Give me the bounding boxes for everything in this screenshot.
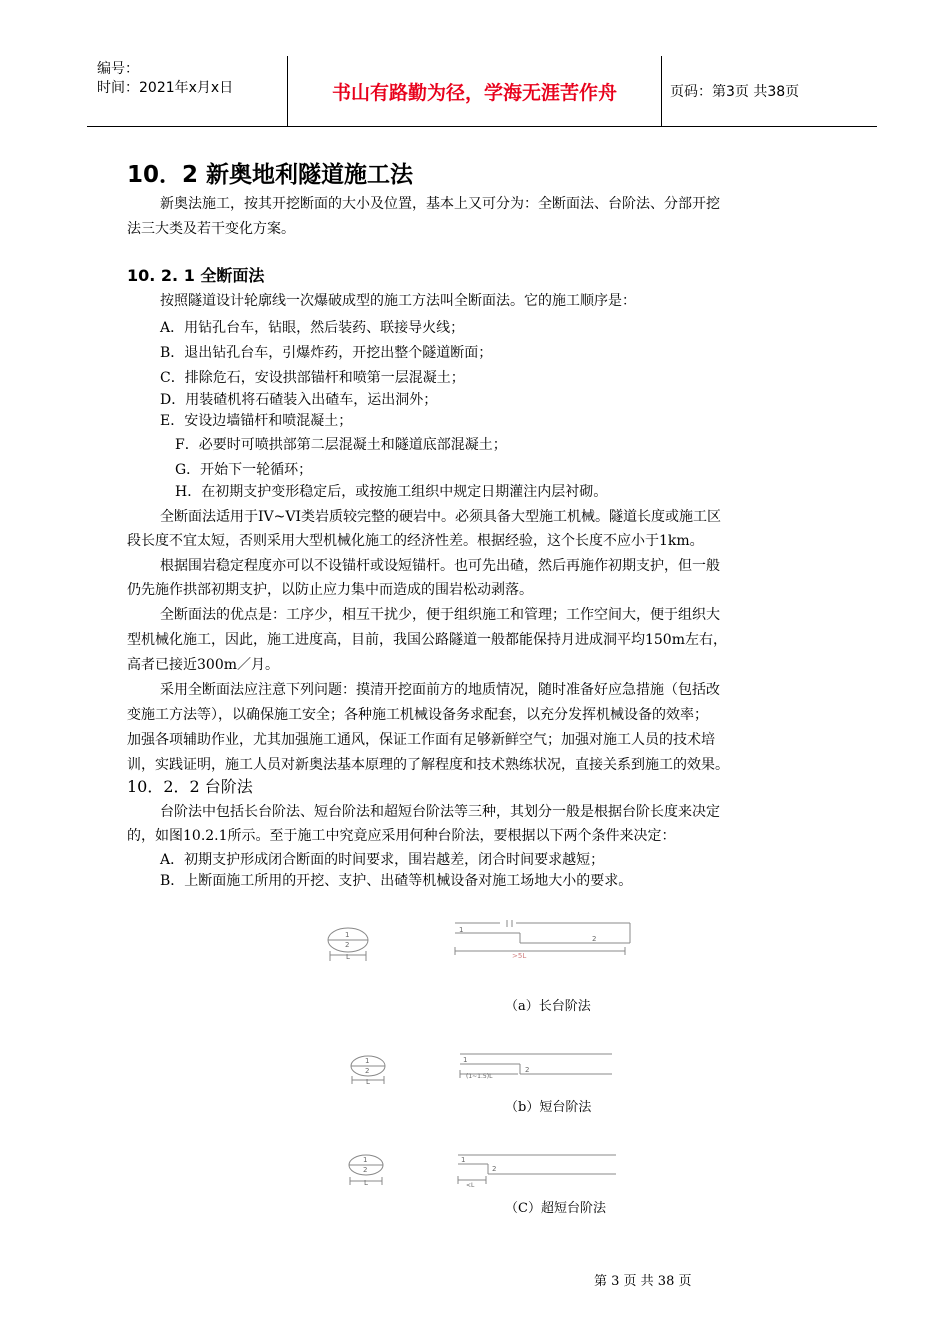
figure-caption: （C）超短台阶法 xyxy=(505,1201,606,1216)
bench-profile xyxy=(455,920,630,955)
fig-label: 1 xyxy=(461,1156,466,1164)
fig-label: L xyxy=(364,1179,368,1187)
fig-label: 1 xyxy=(459,926,464,934)
paragraph-line: 采用全断面法应注意下列问题：摸清开挖面前方的地质情况，随时准备好应急措施（包括改 xyxy=(160,682,720,698)
fig-label: 2 xyxy=(345,941,350,949)
list-item: F．必要时可喷拱部第二层混凝土和隧道底部混凝土； xyxy=(175,437,507,453)
header-time-label: 时间：2021年x月x日 xyxy=(97,80,234,96)
figure-caption: （a）长台阶法 xyxy=(505,999,591,1014)
fig-dimension: <L xyxy=(466,1182,475,1189)
fig-label: L xyxy=(346,953,350,961)
list-item: E．安设边墙锚杆和喷混凝土； xyxy=(160,413,353,429)
list-item: A．初期支护形成闭合断面的时间要求，围岩越差，闭合时间要求越短； xyxy=(160,852,605,868)
list-item: B．退出钻孔台车，引爆炸药，开挖出整个隧道断面； xyxy=(160,345,493,361)
list-item: G．开始下一轮循环； xyxy=(175,462,313,478)
fig-label: 2 xyxy=(363,1166,368,1174)
paragraph-line: 型机械化施工，因此，施工进度高，目前，我国公路隧道一般都能保持月进成洞平均150m左右， xyxy=(127,632,727,648)
paragraph-line: 训，实践证明，施工人员对新奥法基本原理的了解程度和技术熟练状况，直接关系到施工的效果。 xyxy=(127,757,729,773)
figure-long-bench xyxy=(320,915,650,975)
figure-caption: （b）短台阶法 xyxy=(505,1100,592,1115)
subsection-title: 10．2．2 台阶法 xyxy=(127,777,253,796)
header-number-label: 编号： xyxy=(97,61,139,77)
paragraph-line: 变施工方法等），以确保施工安全；各种施工机械设备务求配套，以充分发挥机械设备的效率； xyxy=(127,707,708,723)
fig-dimension: >5L xyxy=(512,952,527,960)
paragraph-line: 新奥法施工，按其开挖断面的大小及位置，基本上又可分为：全断面法、台阶法、分部开挖 xyxy=(160,196,720,212)
paragraph-line: 加强各项辅助作业，尤其加强施工通风，保证工作面有足够新鲜空气；加强对施工人员的技术培 xyxy=(127,732,715,748)
paragraph-line: 法三大类及若干变化方案。 xyxy=(127,221,295,237)
paragraph-line: 高者已接近300m／月。 xyxy=(127,657,279,673)
paragraph-line: 全断面法的优点是：工序少，相互干扰少，便于组织施工和管理；工作空间大，便于组织大 xyxy=(160,607,720,623)
list-item: C．排除危石，安设拱部锚杆和喷第一层混凝土； xyxy=(160,370,465,386)
fig-label: 2 xyxy=(492,1165,497,1173)
paragraph-line: 仍先施作拱部初期支护，以防止应力集中而造成的围岩松动剥落。 xyxy=(127,582,533,598)
paragraph-line: 根据围岩稳定程度亦可以不设锚杆或设短锚杆。也可先出碴，然后再施作初期支护，但一般 xyxy=(160,558,720,574)
fig-label: L xyxy=(366,1078,370,1086)
figure-ultra-short-bench xyxy=(340,1150,630,1190)
header-motto: 书山有路勤为径，学海无涯苦作舟 xyxy=(331,82,617,104)
bench-profile xyxy=(458,1155,616,1184)
fig-label: 1 xyxy=(363,1156,368,1164)
fig-label: 2 xyxy=(592,935,597,943)
section-title: 10．2 新奥地利隧道施工法 xyxy=(127,162,414,188)
fig-label: 1 xyxy=(345,931,350,939)
paragraph-line: 的，如图10.2.1所示。至于施工中究竟应采用何种台阶法，要根据以下两个条件来决定： xyxy=(127,828,676,844)
list-item: A．用钻孔台车，钻眼，然后装药、联接导火线； xyxy=(160,320,465,336)
fig-label: 1 xyxy=(463,1056,468,1064)
header-page-info: 页码：第3页 共38页 xyxy=(670,84,800,100)
header-divider xyxy=(661,56,662,126)
fig-dimension: (1~1.5)L xyxy=(466,1073,493,1080)
paragraph-line: 按照隧道设计轮廓线一次爆破成型的施工方法叫全断面法。它的施工顺序是： xyxy=(160,293,636,309)
paragraph-line: 段长度不宜太短，否则采用大型机械化施工的经济性差。根据经验，这个长度不应小于1km。 xyxy=(127,533,704,549)
fig-label: 1 xyxy=(365,1057,370,1065)
list-item: H．在初期支护变形稳定后，或按施工组织中规定日期灌注内层衬砌。 xyxy=(175,484,608,500)
paragraph-line: 全断面法适用于IV~VI类岩质较完整的硬岩中。必须具备大型施工机械。隧道长度或施工区 xyxy=(160,509,722,525)
page-header xyxy=(87,56,877,127)
fig-label: 2 xyxy=(365,1067,370,1075)
fig-label: 2 xyxy=(525,1066,530,1074)
list-item: B．上断面施工所用的开挖、支护、出碴等机械设备对施工场地大小的要求。 xyxy=(160,873,633,889)
page-footer: 第 3 页 共 38 页 xyxy=(594,1274,692,1289)
subsection-title: 10. 2. 1 全断面法 xyxy=(127,266,265,285)
figure-short-bench xyxy=(340,1048,620,1090)
header-meta xyxy=(97,60,233,98)
paragraph-line: 台阶法中包括长台阶法、短台阶法和超短台阶法等三种，其划分一般是根据台阶长度来决定 xyxy=(160,804,720,820)
list-item: D．用装碴机将石碴装入出碴车，运出洞外； xyxy=(160,392,438,408)
